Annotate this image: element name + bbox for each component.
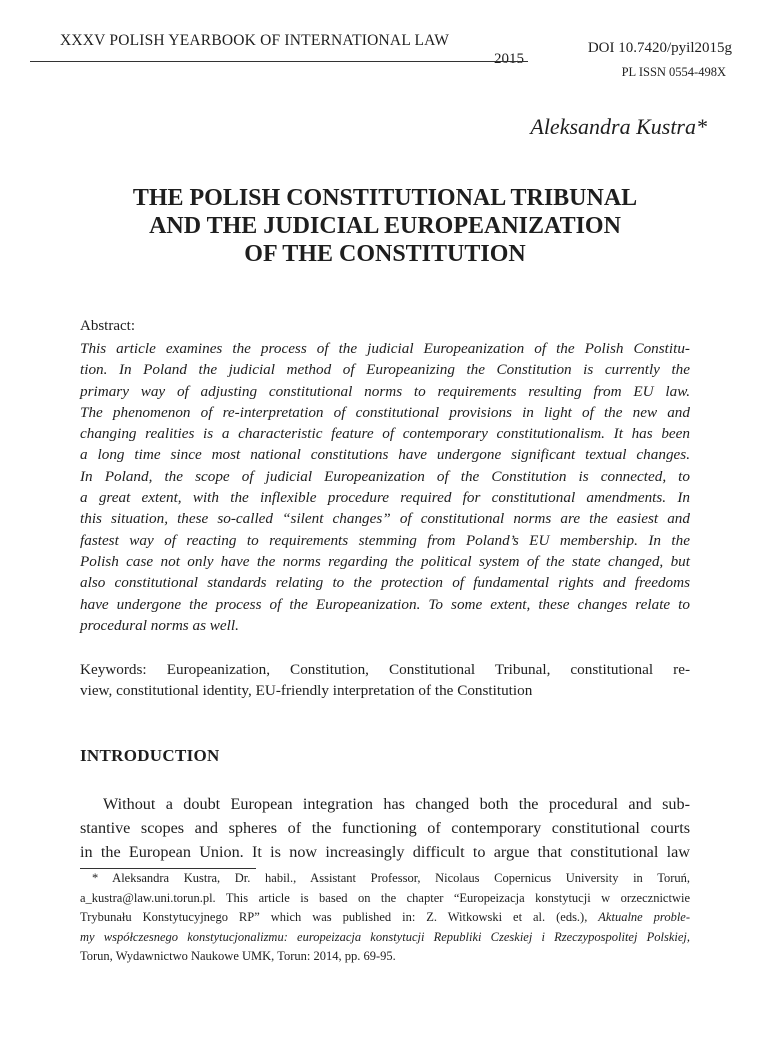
footnote-book-title: Aktualne proble- [598,910,691,924]
journal-year: 2015 [494,51,524,67]
doi: DOI 10.7420/pyil2015g [587,40,732,56]
abstract-line: a long time since most national constitutions have undergone significant textual changes. [80,446,690,464]
journal-title: XXXV POLISH YEARBOOK OF INTERNATIONAL LAW [60,32,450,49]
abstract-line: tion. In Poland the judicial method of Europeanizing the Constitution is currently the [80,361,690,379]
body-line: in the European Union. It is now increasingly difficult to argue that constitutional law [80,843,690,861]
article-title [60,184,710,268]
abstract-line: This article examines the process of the judicial Europeanization of the Polish Constitu- [80,340,690,357]
keywords-text: Europeanization, Constitution, Constitutional Tribunal, constitutional re- [166,661,691,678]
abstract-line: fastest way of reacting to requirements stemming from Poland’s EU membership. In the [80,531,690,549]
title-line: THE POLISH CONSTITUTIONAL TRIBUNAL [132,185,638,211]
abstract-label: Abstract: [80,318,135,334]
author-name: Aleksandra Kustra* [530,114,707,139]
footnote [80,869,690,967]
abstract-line: In Poland, the scope of judicial Europeanization of the Constitution is connected, to [80,467,690,485]
header-rule [30,61,528,62]
abstract-line: Polish case not only have the norms regarding the political system of the state changed, but [80,552,690,570]
body-line: stantive scopes and spheres of the functioning of contemporary constitutional courts [80,819,690,837]
abstract-line: primary way of adjusting constitutional norms to requirements resulting from EU law. [80,382,690,400]
issn: PL ISSN 0554-498X [621,65,726,79]
abstract-text [80,338,690,636]
footnote-book-title: my współczesnego konstytucjonalizmu: europeizacja konstytucji Republiki Czeskiej i Rzeczypospolitej Polskiej, [80,929,690,944]
abstract-line: this situation, these so-called “silent changes” of constitutional norms are the easiest and [80,510,690,528]
title-line: AND THE JUDICIAL EUROPEANIZATION [149,213,621,239]
title-line: OF THE CONSTITUTION [244,241,526,267]
keywords [80,659,690,702]
keywords-label: Keywords: [80,661,147,678]
section-heading: INTRODUCTION [80,746,220,765]
introduction-text [80,792,690,864]
abstract-line: have undergone the process of the Europeanization. To some extent, these changes relate to [80,595,690,613]
abstract-line: changing realities is a characteristic feature of contemporary constitutionalism. It has been [80,425,690,443]
abstract-line: a great extent, with the inflexible procedure required for constitutional amendments. In [80,489,690,507]
footnote-line: Trybunału Konstytucyjnego RP” which was published in: Z. Witkowski et al. (eds.), [80,910,588,924]
body-line: Without a doubt European integration has changed both the procedural and sub- [103,795,690,813]
abstract-line: procedural norms as well. [80,616,239,634]
footnote-line: a_kustra@law.uni.torun.pl. This article is based on the chapter “Europeizacja konstytucji w orzecznictwie [80,890,690,905]
footnote-line: * Aleksandra Kustra, Dr. habil., Assistant Professor, Nicolaus Copernicus University in Toruń, [92,871,690,885]
abstract-line: also constitutional standards relating to the protection of fundamental rights and freedoms [80,574,690,592]
abstract-line: The phenomenon of re-interpretation of constitutional provisions in light of the new and [80,403,690,421]
footnote-line: Torun, Wydawnictwo Naukowe UMK, Torun: 2014, pp. 69-95. [80,949,396,963]
keywords-text: view, constitutional identity, EU-friendly interpretation of the Constitution [80,682,533,700]
